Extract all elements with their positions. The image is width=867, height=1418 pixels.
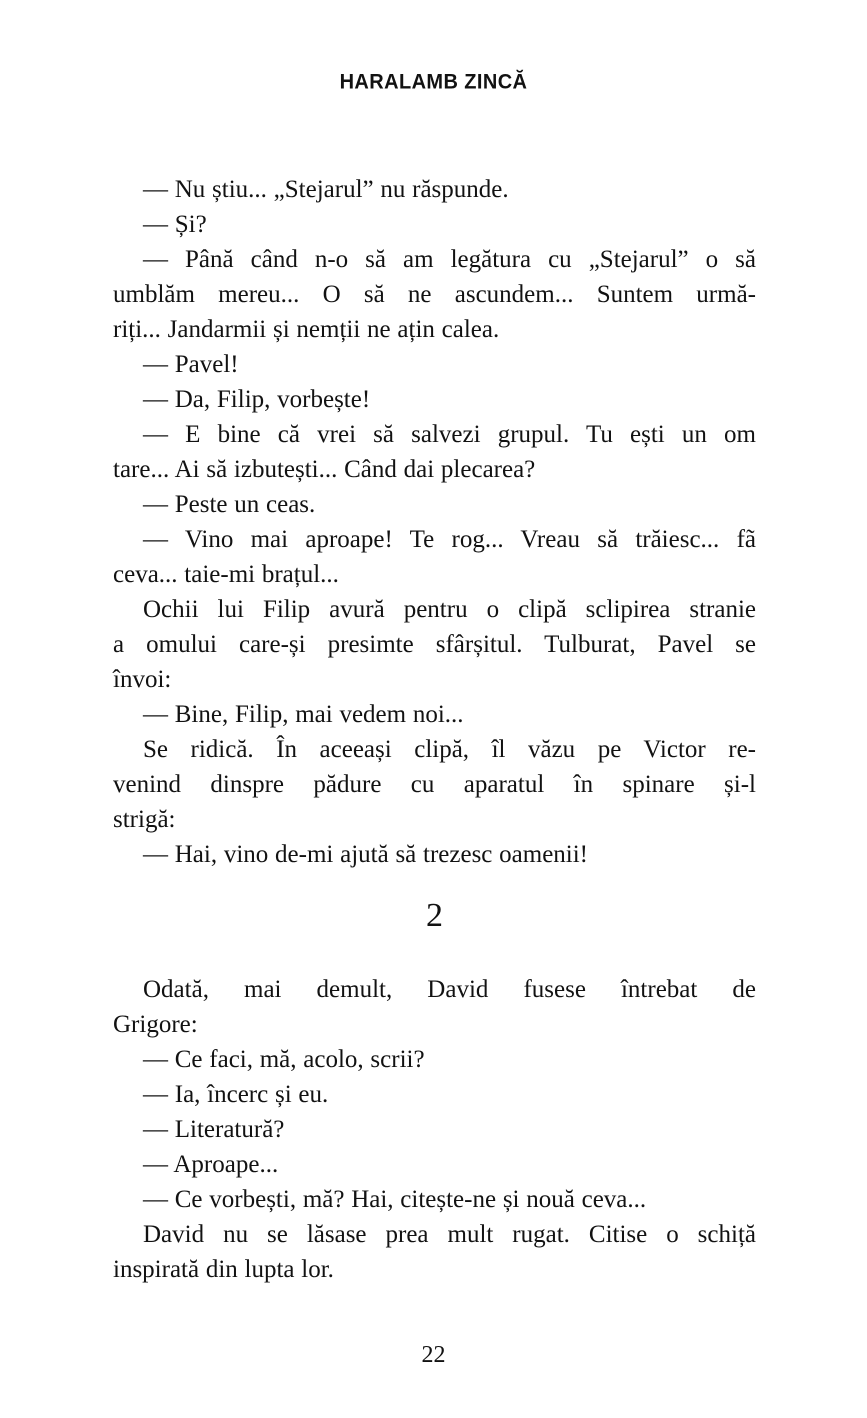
paragraph [113, 382, 756, 417]
section-number: 2 [426, 897, 443, 934]
paragraph [113, 417, 756, 487]
text-line: Se ridică. În aceeași clipă, îl văzu pe Victor re- [143, 736, 756, 763]
text-line: umblăm mereu... O să ne ascundem... Suntem urmă- [113, 281, 756, 308]
paragraph [113, 592, 756, 697]
paragraph [113, 347, 756, 382]
text-line: — Ce vorbești, mă? Hai, citește-ne și nouă ceva... [143, 1186, 647, 1213]
text-line: Ochii lui Filip avură pentru o clipă sclipirea stranie [143, 596, 756, 623]
text-line: ceva... taie-mi brațul... [113, 561, 339, 588]
text-line: — Literatură? [143, 1116, 285, 1143]
paragraph [113, 1182, 756, 1217]
text-line: venind dinspre pădure cu aparatul în spinare și-l [113, 771, 756, 798]
text-line: — Nu știu... „Stejarul” nu răspunde. [143, 176, 509, 203]
text-line: a omului care-și presimte sfârșitul. Tulburat, Pavel se [113, 631, 756, 658]
text-line: strigă: [113, 806, 176, 833]
text-line: — E bine că vrei să salvezi grupul. Tu ești un om [143, 421, 756, 448]
paragraph [113, 522, 756, 592]
paragraph [113, 1147, 756, 1182]
text-line: — Peste un ceas. [143, 491, 316, 518]
text-line: — Ce faci, mă, acolo, scrii? [143, 1046, 425, 1073]
text-part-2 [113, 972, 756, 1287]
paragraph [113, 1217, 756, 1287]
text-part-1 [113, 172, 756, 872]
text-line: — Pavel! [143, 351, 239, 378]
text-line: — Ia, încerc și eu. [143, 1081, 329, 1108]
text-line: — Vino mai aproape! Te rog... Vreau să trăiesc... fã [143, 526, 756, 553]
text-line: — Până când n-o să am legătura cu „Stejarul” o să [143, 246, 756, 273]
paragraph [113, 972, 756, 1042]
paragraph [113, 207, 756, 242]
body-text [113, 172, 756, 1287]
text-line: — Și? [143, 211, 207, 238]
text-line: — Aproape... [143, 1151, 279, 1178]
paragraph [113, 172, 756, 207]
text-line: riți... Jandarmii și nemții ne ațin calea. [113, 316, 500, 343]
text-line: Grigore: [113, 1011, 198, 1038]
text-line: — Da, Filip, vorbește! [143, 386, 371, 413]
text-line: — Hai, vino de-mi ajută să trezesc oamenii! [143, 841, 589, 868]
text-line: învoi: [113, 666, 172, 693]
paragraph [113, 1042, 756, 1077]
paragraph [113, 1112, 756, 1147]
page-number: 22 [421, 1342, 446, 1368]
paragraph [113, 1077, 756, 1112]
paragraph [113, 487, 756, 522]
running-header: HARALAMB ZINCĂ [339, 70, 528, 94]
text-line: David nu se lăsase prea mult rugat. Citise o schiță [143, 1221, 756, 1248]
paragraph [113, 697, 756, 732]
paragraph [113, 837, 756, 872]
text-line: — Bine, Filip, mai vedem noi... [143, 701, 464, 728]
text-line: inspirată din lupta lor. [113, 1256, 334, 1283]
paragraph [113, 732, 756, 837]
text-line: tare... Ai să izbutești... Când dai plecarea? [113, 456, 536, 483]
paragraph [113, 242, 756, 347]
text-line: Odată, mai demult, David fusese întrebat de [143, 976, 756, 1003]
